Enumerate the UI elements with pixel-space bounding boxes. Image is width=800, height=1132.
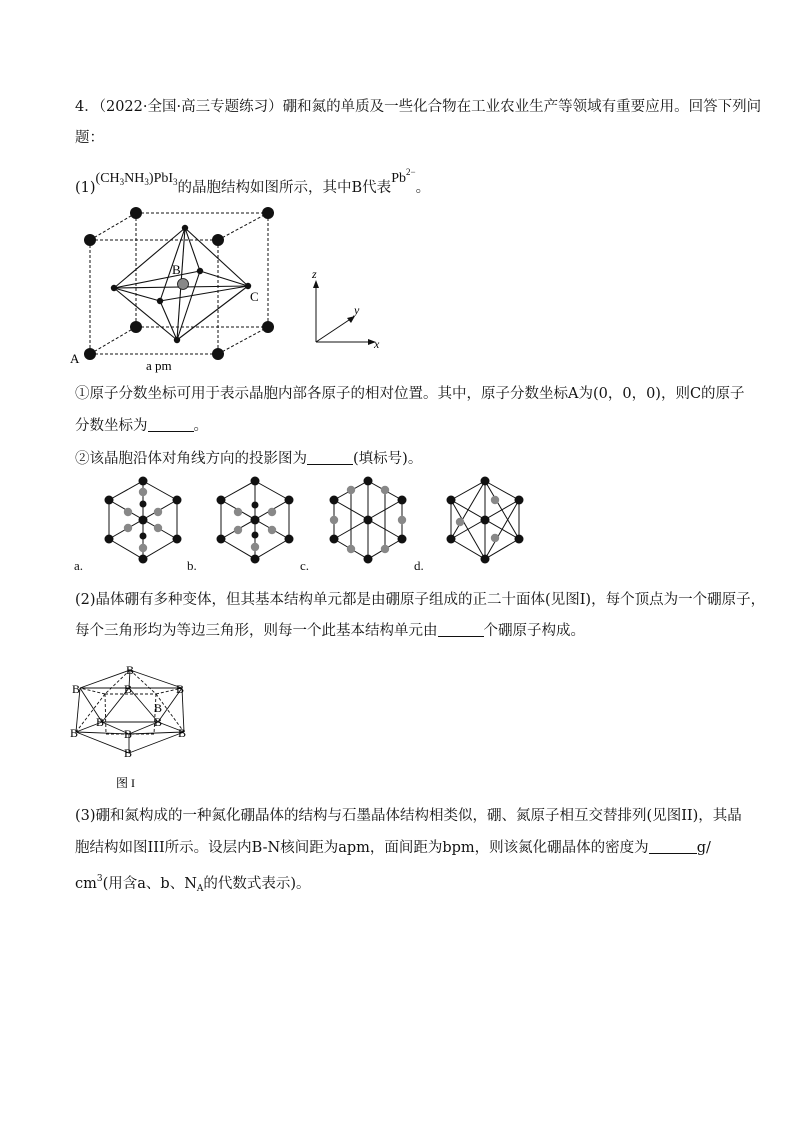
axis-y: y [354,303,360,317]
question-stem-line2: 题： [75,130,104,146]
answer-blank-boron-count[interactable] [438,622,484,637]
option-c-label[interactable]: c. [300,558,310,573]
question-source: （2022·全国·高三专题练习） [98,99,283,115]
label-B: B [172,262,181,277]
svg-text:B: B [154,701,163,715]
part1-text: 的晶胞结构如图所示，其中B代表 [177,180,392,196]
svg-text:B: B [176,682,185,696]
part1-label: (1) [75,180,96,196]
option-b-figure[interactable] [210,475,300,565]
option-a-figure[interactable] [98,475,188,565]
question-number: 4． [75,99,99,115]
answer-blank-c-coord[interactable] [148,417,194,432]
option-b-label[interactable]: b. [187,558,197,573]
figure-I-caption: 图 I [116,776,135,790]
subq1-line1: ①原子分数坐标可用于表示晶胞内部各原子的相对位置。其中，原子分数坐标A为(0，0，0)，则C的原子 [75,386,745,402]
svg-text:B: B [72,682,81,696]
axis-z: z [312,267,317,281]
axis-x: x [374,337,380,351]
part2-line1: (2)晶体硼有多种变体，但其基本结构单元都是由硼原子组成的正二十面体(见图I)，每个顶点为一个硼原子， [75,592,766,608]
svg-text:B: B [178,726,187,740]
answer-blank-density[interactable] [649,839,697,854]
part3-line3: $cm^3$(用含a、b、$N_A$的代数式表示)。 [75,874,311,894]
option-c-figure[interactable] [323,475,413,565]
crystal-cell-figure [70,200,380,373]
part1-header: $(1)(CH_3NH_3)PbI_3$的晶胞结构如图所示，其中B代表$Pb^{2-}$。 [75,167,431,196]
svg-text:B: B [126,663,135,677]
subq1-line2: 分数坐标为 。 [75,418,208,434]
svg-text:B: B [124,682,133,696]
label-C: C [250,289,259,304]
subq2-line: ②该晶胞沿体对角线方向的投影图为 (填标号)。 [75,451,423,467]
question-stem-line1 [75,97,761,117]
svg-text:B: B [154,715,163,729]
part3-line2: 胞结构如图III所示。设层内B-N核间距为apm，面间距为bpm，则该氮化硼晶体的密度为 g/ [75,840,711,856]
part2-line2: 每个三角形均为等边三角形，则每一个此基本结构单元由 个硼原子构成。 [75,623,585,639]
svg-text:B: B [124,727,133,741]
perovskite-formula: $(CH_3NH_3)PbI_3$ [95,171,178,187]
part3-line1: (3)硼和氮构成的一种氮化硼晶体的结构与石墨晶体结构相类似，硼、氮原子相互交替排列(见图II)，其晶 [75,808,742,824]
answer-blank-projection[interactable] [307,450,353,465]
svg-text:B: B [96,715,105,729]
svg-text:B: B [124,746,133,760]
label-A: A [70,351,80,366]
option-d-label[interactable]: d. [414,558,424,573]
svg-text:B: B [70,726,79,740]
option-a-label[interactable]: a. [74,558,84,573]
label-a-pm: a pm [146,358,172,373]
option-d-figure[interactable] [440,475,530,565]
lead-ion: $Pb^{2-}$ [391,167,416,186]
question-stem: 硼和氮的单质及一些化合物在工业农业生产等领域有重要应用。回答下列问 [282,99,762,115]
icosahedron-figure [66,660,196,800]
